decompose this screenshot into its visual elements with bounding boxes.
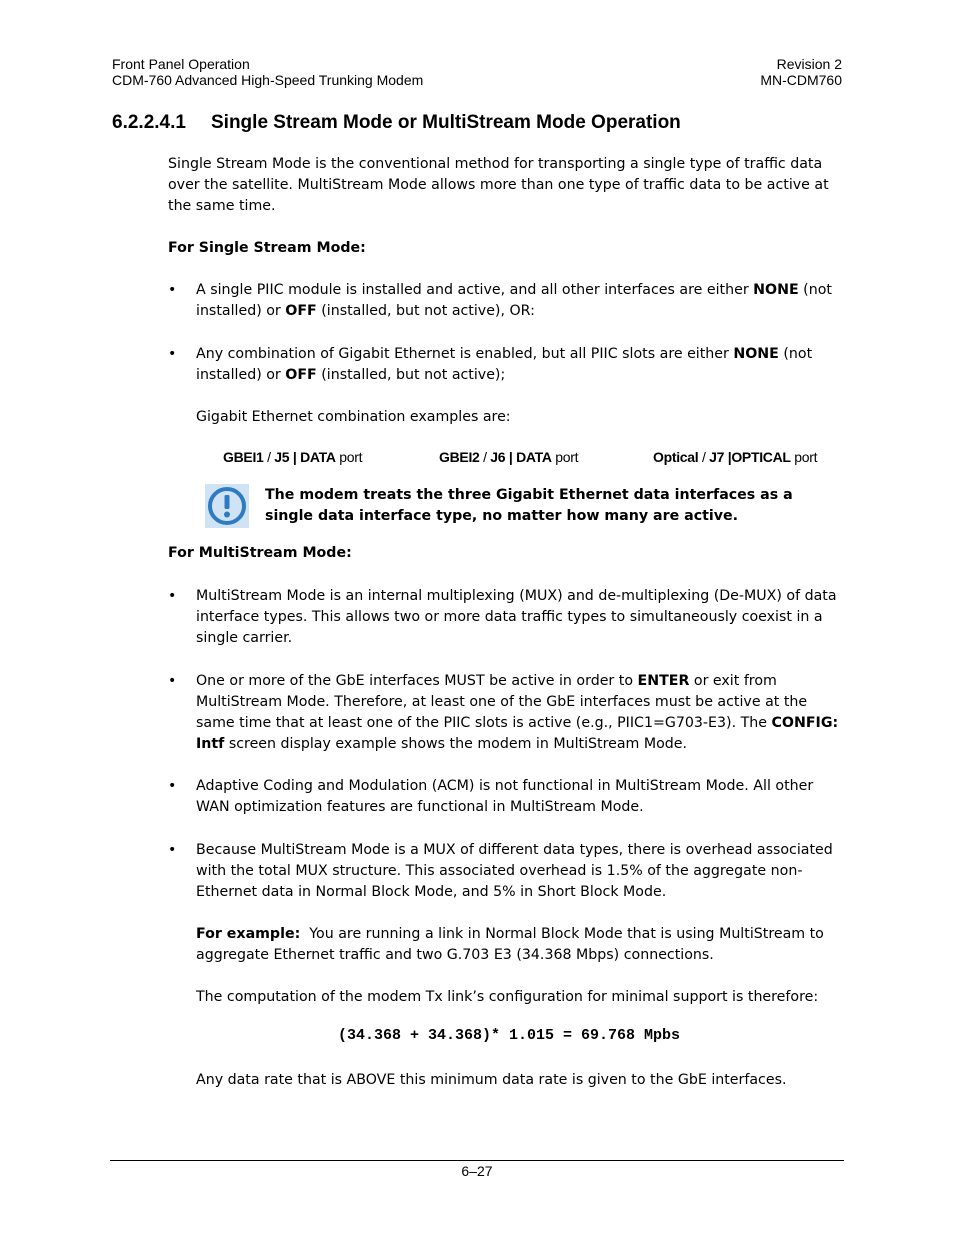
- port-example-2: [439, 449, 578, 465]
- bullet-text: (not installed) or: [196, 282, 832, 319]
- list-item: [168, 344, 848, 386]
- footer-rule: [110, 1160, 844, 1161]
- formula: (34.368 + 34.368)* 1.015 = 69.768 Mpbs: [338, 1027, 681, 1044]
- port-separator: /: [479, 449, 491, 465]
- bullet-text: (not installed) or: [196, 346, 813, 383]
- bullet-text: (installed, but not active);: [316, 367, 506, 383]
- bullet-dot: •: [168, 282, 177, 298]
- examples-label: Gigabit Ethernet combination examples are:: [196, 409, 511, 425]
- example-paragraph: [196, 924, 846, 966]
- bold-term: CONFIG: Intf: [196, 715, 839, 752]
- product-title: CDM-760 Advanced High-Speed Trunking Modem: [112, 72, 424, 88]
- bullet-text: screen display example shows the modem in MultiStream Mode.: [224, 736, 688, 752]
- list-item: [168, 671, 848, 755]
- bullet-text: (installed, but not active), OR:: [316, 303, 535, 319]
- port-jack: J6 | DATA: [490, 449, 552, 465]
- port-separator: /: [263, 449, 275, 465]
- bullet-text: A single PIIC module is installed and active, and all other interfaces are either: [196, 282, 754, 298]
- port-name: GBEI1: [223, 449, 264, 465]
- port-name: Optical: [653, 449, 699, 465]
- bullet-dot: •: [168, 346, 177, 362]
- port-example-1: [223, 449, 362, 465]
- example-text: You are running a link in Normal Block Mode that is using MultiStream to aggregate Ethernet traffic and two G.703 E3 (34.368 Mbps) connections.: [196, 926, 829, 963]
- bold-term: NONE: [733, 346, 779, 362]
- bullet-text: Because MultiStream Mode is a MUX of different data types, there is overhead associated with the total MUX structure. This associated overhead is 1.5% of the aggregate non-Ethernet data in Normal Block Mode, and 5% in Short Block Mode.: [196, 842, 833, 900]
- multistream-heading: For MultiStream Mode:: [168, 545, 352, 561]
- port-suffix: port: [790, 449, 818, 465]
- bold-term: NONE: [753, 282, 799, 298]
- bullet-dot: •: [168, 842, 177, 858]
- bullet-text: MultiStream Mode is an internal multiplexing (MUX) and de-multiplexing (De-MUX) of data interface types. This allows two or more data traffic types to simultaneously coexist in a single carrier.: [196, 588, 837, 646]
- port-jack: J7 |OPTICAL: [709, 449, 791, 465]
- bullet-dot: •: [168, 778, 177, 794]
- page-number: 6–27: [461, 1163, 493, 1179]
- bullet-dot: •: [168, 673, 177, 689]
- example-label: For example:: [196, 926, 301, 942]
- revision-label: Revision 2: [776, 56, 842, 72]
- list-item: [168, 586, 848, 649]
- bullet-dot: •: [168, 588, 177, 604]
- bold-term: OFF: [285, 367, 317, 383]
- running-header-right: [760, 56, 842, 88]
- important-notice-icon: [205, 484, 249, 528]
- bullet-text: Adaptive Coding and Modulation (ACM) is not functional in MultiStream Mode. All other WAN optimization features are functional in MultiStream Mode.: [196, 778, 814, 815]
- bold-term: OFF: [285, 303, 317, 319]
- manual-number: MN-CDM760: [760, 72, 842, 88]
- computation-text: The computation of the modem Tx link’s configuration for minimal support is therefore:: [196, 989, 819, 1005]
- closing-text: Any data rate that is ABOVE this minimum data rate is given to the GbE interfaces.: [196, 1072, 787, 1088]
- section-number: 6.2.2.4.1: [112, 112, 186, 133]
- port-example-3: [653, 449, 817, 465]
- bullet-text: or exit from MultiStream Mode. Therefore, at least one of the GbE interfaces must be active at the same time that at least one of the PIIC slots is active (e.g., PIIC1=G703-E3). The: [196, 673, 808, 731]
- port-suffix: port: [335, 449, 363, 465]
- list-item: [168, 280, 848, 322]
- bullet-text: Any combination of Gigabit Ethernet is enabled, but all PIIC slots are either: [196, 346, 734, 362]
- notice-text: The modem treats the three Gigabit Ethernet data interfaces as a single data interface type, no matter how many are active.: [265, 487, 793, 524]
- bold-term: ENTER: [637, 673, 690, 689]
- port-jack: J5 | DATA: [274, 449, 336, 465]
- chapter-title: Front Panel Operation: [112, 56, 250, 72]
- bullet-text: One or more of the GbE interfaces MUST be active in order to: [196, 673, 638, 689]
- section-heading: [112, 112, 681, 134]
- list-item: [168, 840, 848, 903]
- port-separator: /: [698, 449, 710, 465]
- section-title: Single Stream Mode or MultiStream Mode Operation: [211, 112, 681, 133]
- list-item: [168, 776, 848, 818]
- port-name: GBEI2: [439, 449, 480, 465]
- single-stream-heading: For Single Stream Mode:: [168, 240, 366, 256]
- running-header-left: [112, 56, 423, 88]
- port-suffix: port: [551, 449, 579, 465]
- intro-paragraph: Single Stream Mode is the conventional method for transporting a single type of traffic data over the satellite. MultiStream Mode allows more than one type of traffic data to be active at the same time.: [168, 156, 829, 214]
